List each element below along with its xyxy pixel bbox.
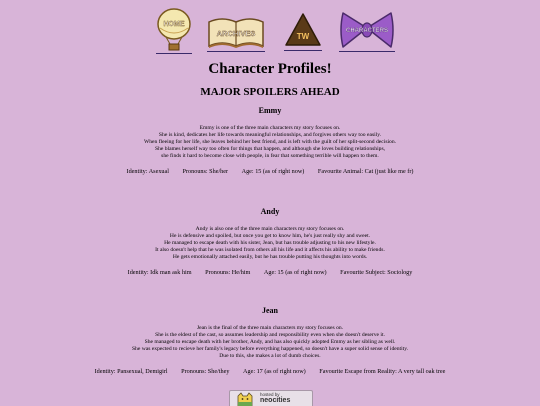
fact-age: Age: 15 (as of right now) bbox=[241, 168, 305, 175]
bio-line: Due to this, she makes a lot of dumb choices. bbox=[219, 353, 321, 359]
character-facts bbox=[0, 269, 540, 276]
svg-text:TW: TW bbox=[296, 32, 310, 41]
character-name: Andy bbox=[260, 207, 280, 216]
fact-pronouns: Pronouns: She/they bbox=[181, 368, 230, 375]
character-facts bbox=[0, 168, 540, 175]
svg-text:HOME: HOME bbox=[163, 21, 185, 28]
hosted-by-neocities-badge[interactable] bbox=[229, 390, 313, 406]
spoiler-warning: MAJOR SPOILERS AHEAD bbox=[200, 86, 340, 98]
fact-identity: Identity: Pansexual, Demigirl bbox=[94, 368, 168, 375]
svg-text:CHARACTERS: CHARACTERS bbox=[346, 28, 388, 34]
top-nav bbox=[0, 0, 540, 56]
hot-air-balloon-icon bbox=[156, 8, 192, 52]
bio-line: He managed to escape death with his sister, Jean, but has trouble adjusting to his new lifestyle. bbox=[164, 240, 376, 246]
warning-triangle-icon bbox=[284, 11, 322, 49]
page-title: Character Profiles! bbox=[208, 61, 332, 77]
character-section-emmy bbox=[0, 106, 540, 175]
nav-home-link[interactable] bbox=[156, 8, 192, 52]
fact-favourite: Favourite Subject: Sociology bbox=[340, 269, 413, 276]
bio-line: She is kind, dedicates her life towards meaningful relationships, and forgives others way too easily. bbox=[158, 132, 382, 138]
bio-line: Andy is also one of the three main characters my story focuses on. bbox=[195, 226, 345, 232]
fact-identity: Identity: Asexual bbox=[126, 168, 169, 175]
bio-line: Jean is the final of the three main characters my story focuses on. bbox=[196, 325, 344, 331]
bio-line: It also doesn't help that he was isolated from others all his life and it affects his ability to make friends. bbox=[155, 247, 385, 253]
bio-line: She managed to escape death with her brother, Andy, and has also quickly adopted Emmy as her sibling as well. bbox=[144, 339, 396, 345]
character-section-andy bbox=[0, 207, 540, 276]
bow-icon bbox=[339, 10, 395, 50]
bio-line: Emmy is one of the three main characters my story focuses on. bbox=[199, 125, 341, 131]
neocities-cat-icon bbox=[232, 391, 258, 406]
fact-identity: Identity: Idk man ask him bbox=[127, 269, 192, 276]
bio-line: she finds it hard to become close with people, in fear that something terrible will happen to them. bbox=[161, 153, 379, 159]
nav-characters-link[interactable] bbox=[339, 10, 395, 50]
fact-pronouns: Pronouns: She/her bbox=[182, 168, 229, 175]
character-name: Jean bbox=[262, 306, 278, 315]
bio-line: She blames herself way too often for things that happen, and although she loves building relationships, bbox=[154, 146, 386, 152]
bio-line: He is defensive and spoiled, but once you get to know him, he's just really shy and sweet. bbox=[169, 233, 371, 239]
character-bio bbox=[0, 125, 540, 160]
bio-line: When fleeing for her life, she leaves behind her best friend, and is left with the guilt of her split-second decision. bbox=[143, 139, 397, 145]
nav-tw-link[interactable] bbox=[284, 11, 322, 49]
fact-age: Age: 17 (as of right now) bbox=[243, 368, 306, 375]
badge-brand-text: neocities bbox=[260, 397, 291, 404]
fact-pronouns: Pronouns: He/him bbox=[205, 269, 251, 276]
svg-text:ARCHIVES: ARCHIVES bbox=[216, 29, 256, 38]
character-bio bbox=[0, 226, 540, 261]
nav-archives-link[interactable] bbox=[207, 14, 265, 50]
fact-favourite: Favourite Animal: Cat (just like me fr) bbox=[317, 168, 414, 175]
character-bio bbox=[0, 325, 540, 360]
badge-hosted-text: hosted by bbox=[260, 392, 280, 397]
open-book-icon bbox=[207, 14, 265, 50]
character-facts bbox=[0, 368, 540, 375]
character-section-jean bbox=[0, 306, 540, 375]
bio-line: She is the eldest of the cast, so assumes leadership and responsibility even when she doesn't deserve it. bbox=[155, 332, 385, 338]
bio-line: He gets emotionally attached easily, but he has trouble putting his thoughts into words. bbox=[172, 254, 368, 260]
fact-favourite: Favourite Escape from Reality: A very tall oak tree bbox=[319, 368, 446, 375]
fact-age: Age: 15 (as of right now) bbox=[263, 269, 327, 276]
bio-line: She was expected to recieve her family's legacy before everything happened, so doesn't have a super solid sense of identity. bbox=[131, 346, 409, 352]
character-name: Emmy bbox=[258, 106, 282, 115]
